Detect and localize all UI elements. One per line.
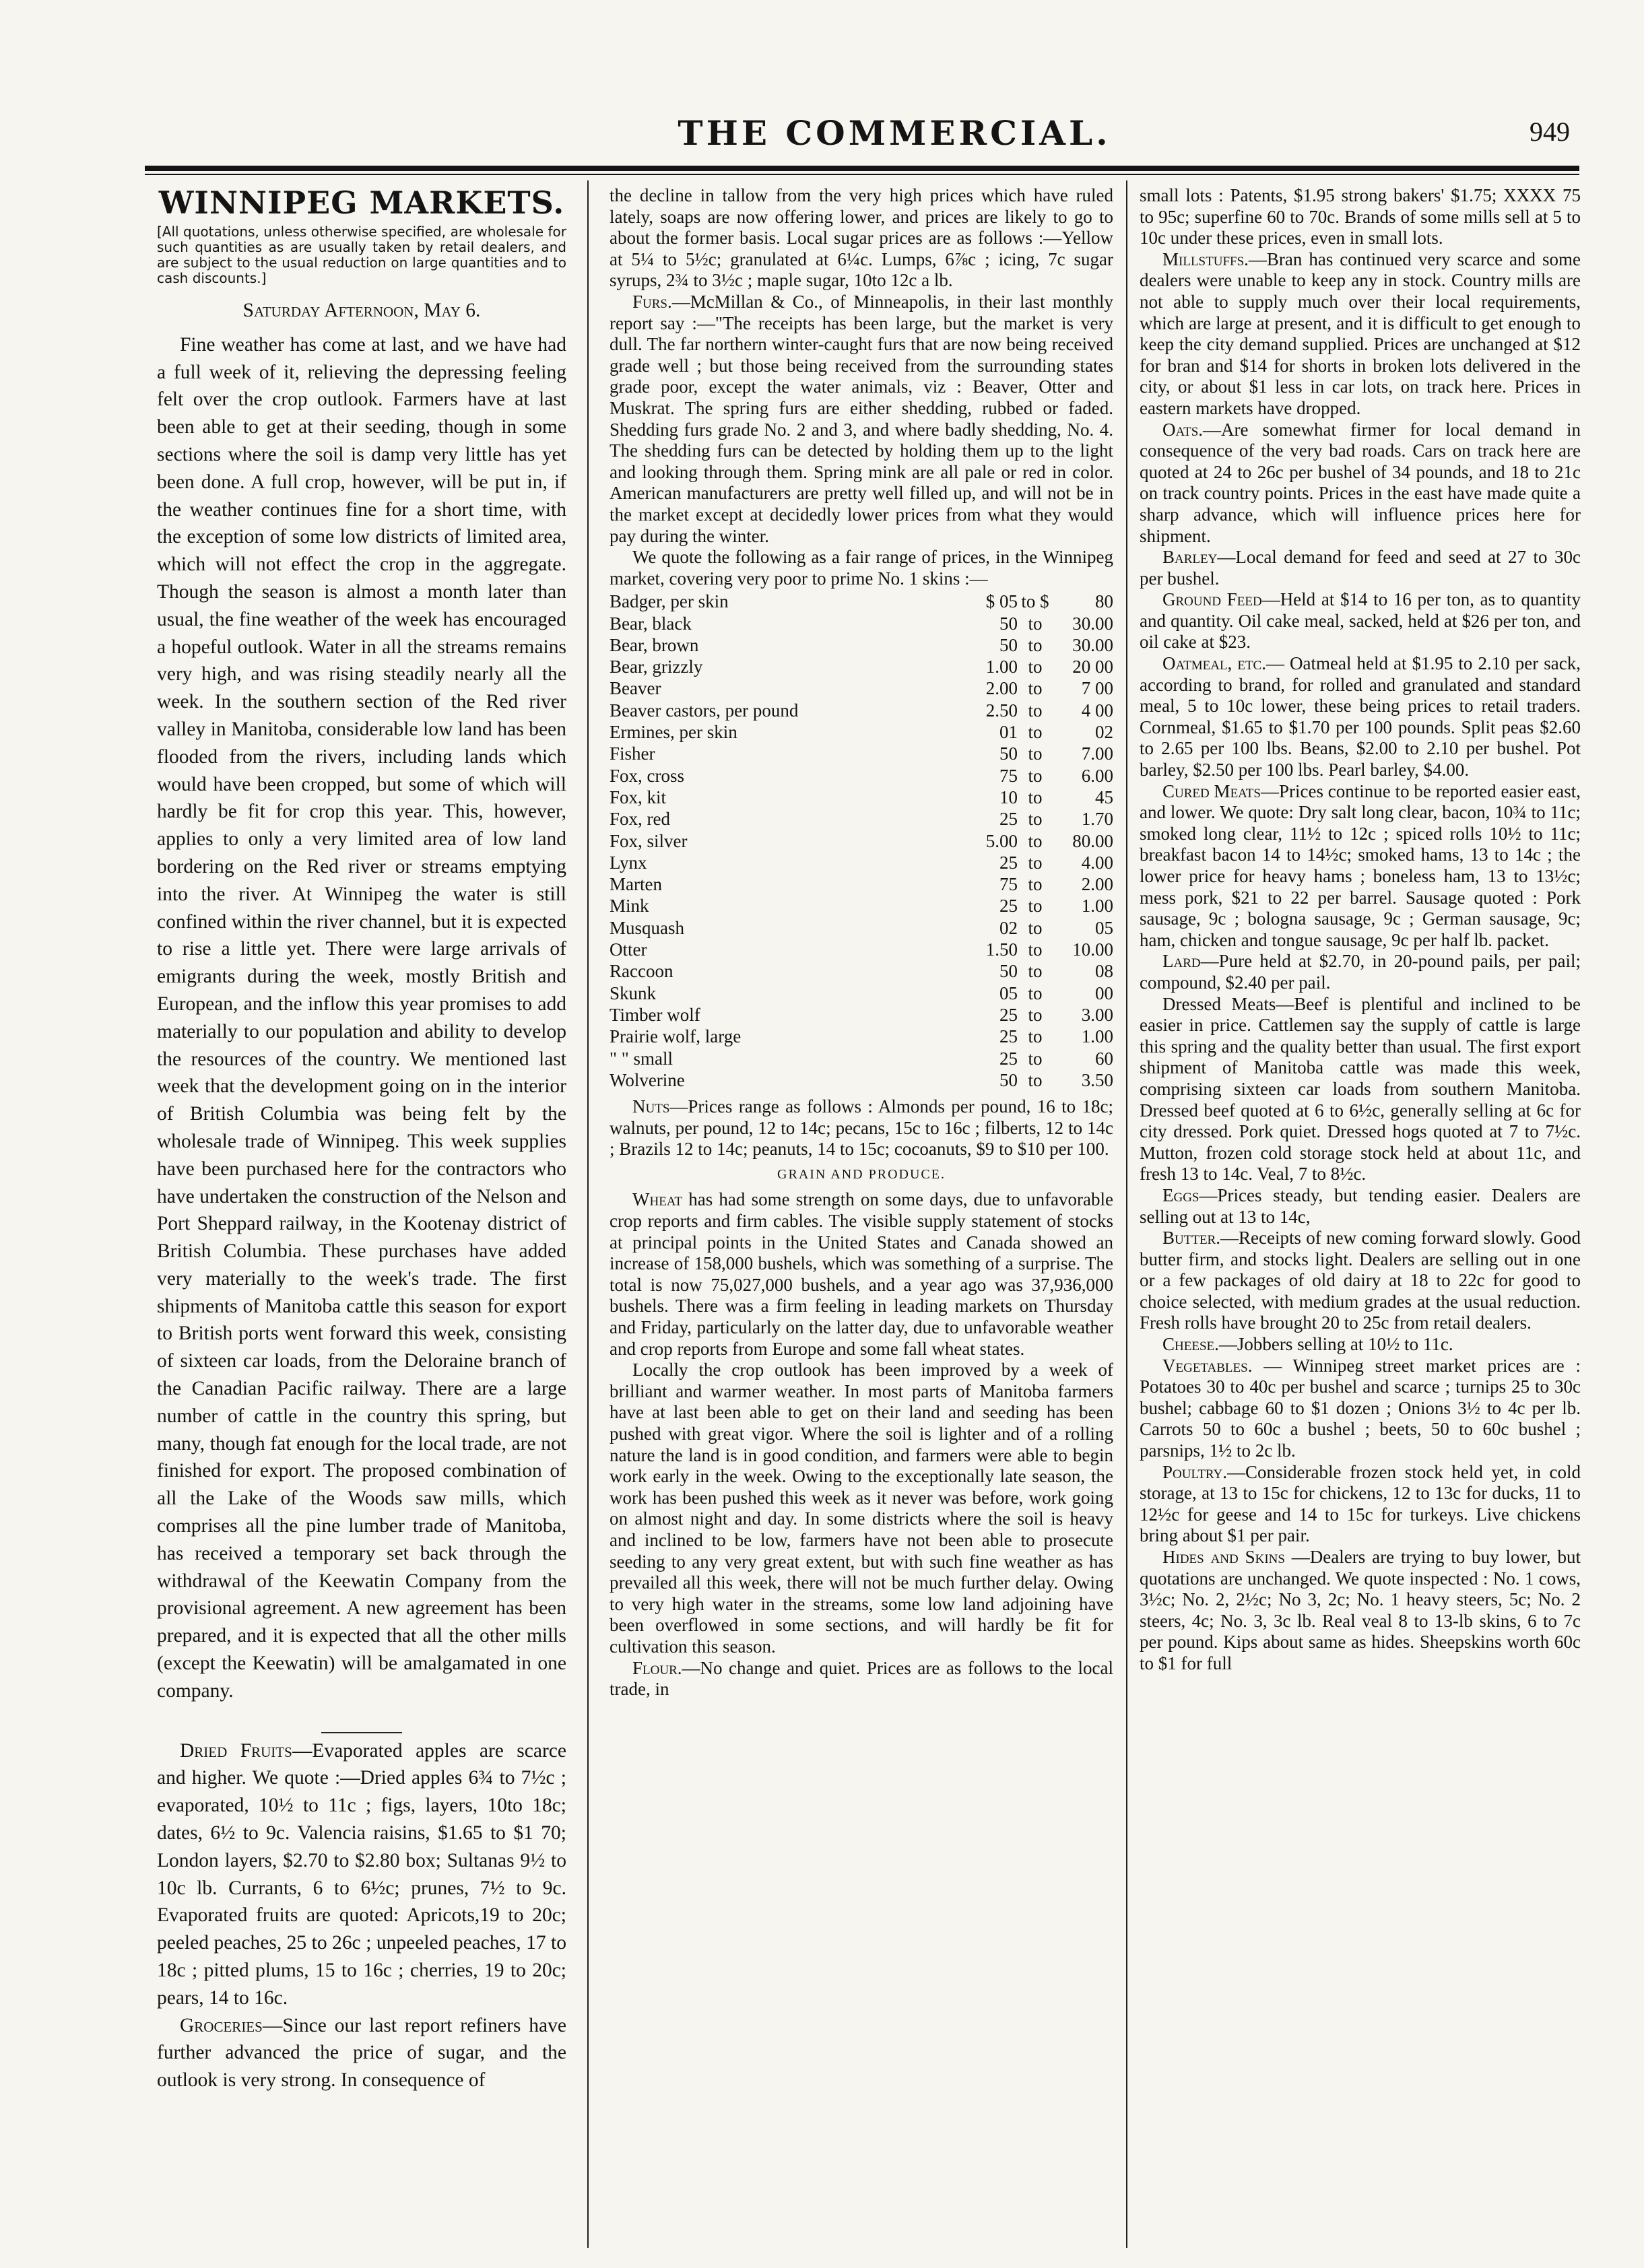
- flour-item: [610, 1658, 1113, 1700]
- price-to: to: [1028, 1069, 1043, 1090]
- price-high: 30.00: [1072, 634, 1113, 655]
- item-label: Lard: [1162, 951, 1201, 972]
- item-label: Nuts: [632, 1096, 670, 1117]
- market-item: [1140, 1228, 1581, 1334]
- item-label: Millstuffs.: [1162, 248, 1249, 269]
- item-label: Furs.: [632, 291, 672, 312]
- groceries-item: [157, 2012, 566, 2094]
- price-low: 02: [999, 917, 1018, 938]
- fur-name: Timber wolf: [610, 1004, 700, 1025]
- price-low: 50: [999, 961, 1018, 982]
- price-high: 3.50: [1081, 1069, 1113, 1090]
- fur-name: Fox, red: [610, 809, 670, 830]
- item-label: Ground Feed: [1162, 589, 1262, 610]
- fur-name: Bear, black: [610, 613, 692, 634]
- price-high: 3.00: [1081, 1004, 1113, 1025]
- price-low: 25: [999, 852, 1018, 873]
- fur-price-table: [610, 591, 1113, 1091]
- fur-name: Mink: [610, 896, 649, 916]
- price-to: to: [1028, 830, 1043, 851]
- page-number: 949: [1530, 116, 1570, 147]
- column-3: [1140, 185, 1581, 2246]
- price-to: to: [1028, 982, 1043, 1003]
- fur-price-row: [610, 917, 1113, 939]
- fur-name: Beaver castors, per pound: [610, 700, 799, 721]
- fur-price-row: [610, 852, 1113, 873]
- fur-price-row: [610, 700, 1113, 721]
- price-low: 10: [999, 787, 1018, 807]
- market-item: [1140, 951, 1581, 993]
- market-item: [1140, 1356, 1581, 1462]
- price-to: to: [1028, 874, 1043, 895]
- price-to: to: [1028, 765, 1043, 786]
- item-text: —Local demand for feed and seed at 27 to 30c per bushel.: [1140, 547, 1581, 589]
- item-text: Dressed Meats—Beef is plentiful and inclined to be easier in price. Cattlemen say the supply of cattle is large this spring and the quality better than usual. The first export shipment of Manitoba cattle was made this week, comprising sixteen car loads from southern Manitoba. Dressed beef quoted at 6 to 6½c, generally selling at 6c for city dressed. Pork quiet. Dressed hogs quoted at 7 to 7½c. Mutton, frozen cold storage stock held at about 11c, and fresh 13 to 14c. Veal, 7 to 8½c.: [1140, 993, 1581, 1185]
- price-to: to: [1028, 657, 1043, 677]
- price-high: 80.00: [1072, 830, 1113, 851]
- price-to: to: [1028, 1004, 1043, 1025]
- fur-price-row: [610, 743, 1113, 764]
- fur-name: Otter: [610, 939, 647, 960]
- market-item: [1140, 1185, 1581, 1228]
- price-to: to: [1028, 678, 1043, 699]
- fur-name: Bear, grizzly: [610, 657, 703, 677]
- fur-price-row: [610, 960, 1113, 982]
- fur-name: Bear, brown: [610, 634, 699, 655]
- item-text: has had some strength on some days, due to unfavorable crop reports and firm cables. The visible supply statement of stocks at principal points in the United States and Canada showed an increase of 158,000 bushels, which was something of a surprise. The total is now 75,027,000 bushels, and a year ago was 37,936,000 bushels. There was a firm feeling in leading markets on Thursday and Friday, particularly on the latter day, due to unfavorable weather and crop reports from Europe and some fall wheat states.: [610, 1189, 1113, 1359]
- price-low: 5.00: [985, 830, 1018, 851]
- price-low: $ 05: [985, 591, 1018, 612]
- market-item: [1140, 994, 1581, 1185]
- fur-name: Fox, silver: [610, 830, 688, 851]
- fur-name: Fox, kit: [610, 787, 667, 807]
- price-high: 7.00: [1081, 743, 1113, 764]
- market-overview: Fine weather has come at last, and we have had a full week of it, relieving the depressing feeling felt over the crop outlook. Farmers have at last been able to get at their seeding, though in some sections where the soil is damp very little has yet been done. A full crop, however, will be put in, if the weather continues fine for a short time, with the exception of some low districts of limited area, which will not effect the crop in the aggregate. Though the season is almost a month later than usual, the fine weather of the week has encouraged a hopeful outlook. Water in all the streams remains very high, and was rising steadily nearly all the week. In the southern section of the Red river valley in Manitoba, considerable low land has been flooded from the rivers, including lands which would have been cropped, but some of which will hardly be fit for crop this year. This, however, applies to only a very limited area of low land bordering on the Red river or streams emptying into the river. At Winnipeg the water is still confined within the river channel, but it is expected to rise a little yet. There were large arrivals of emigrants during the week, mostly British and European, and the inflow this year promises to add materially to our population and ability to develop the resources of the country. We mentioned last week that the development going on in the interior of British Columbia was being felt by the wholesale trade of Winnipeg. This week supplies have been purchased here for the contractors who have undertaken the construction of the Nelson and Port Sheppard railway, in the Kootenay district of British Columbia. These purchases have added very materially to the week's trade. The first shipments of Manitoba cattle this season for export to British ports went forward this week, consisting of sixteen car loads, from the Deloraine branch of the Canadian Pacific railway. There are a large number of cattle in the country this spring, but many, though fat enough for the local trade, are not finished for export. The proposed combination of all the Lake of the Woods saw mills, which comprises all the pine lumber trade of Manitoba, has received a temporary set back through the withdrawal of the Keewatin Company from the provisional agreement. A new agreement has been prepared, and it is expected that all the other mills (except the Keewatin) will be amalgamated in one company.: [157, 333, 566, 1702]
- price-low: 50: [999, 634, 1018, 655]
- price-high: 6.00: [1081, 765, 1113, 786]
- price-low: 50: [999, 743, 1018, 764]
- item-label: Butter.: [1162, 1228, 1220, 1248]
- price-high: 08: [1095, 961, 1113, 982]
- fur-name: Prairie wolf, large: [610, 1026, 742, 1047]
- fur-name: Fox, cross: [610, 765, 685, 786]
- item-text: —Are somewhat firmer for local demand in consequence of the very bad roads. Cars on track here are quoted at 24 to 26c per bushel of 34 pounds, and 18 to 21c on track country points. Prices in the east have made quite a sharp advance, which will influence prices here for shipment.: [1140, 419, 1581, 546]
- item-text: —Jobbers selling at 10½ to 11c.: [1218, 1334, 1453, 1355]
- price-to: to: [1028, 634, 1043, 655]
- flour-continued: small lots : Patents, $1.95 strong bakers' $1.75; XXXX 75 to 95c; superfine 60 to 70c. Brands of some mills sell at 5 to 10c under these prices, even in small lots.: [1140, 185, 1581, 248]
- fur-name: Ermines, per skin: [610, 722, 737, 743]
- nuts-item: [610, 1096, 1113, 1160]
- item-text: —Held at $14 to 16 per ton, as to quantity and quantity. Oil cake meal, sacked, held at $26 per ton, and oil cake at $23.: [1140, 589, 1581, 653]
- price-high: 02: [1095, 722, 1113, 743]
- market-item: [1140, 547, 1581, 589]
- fur-name: Beaver: [610, 678, 661, 699]
- fur-quote-intro: We quote the following as a fair range of prices, in the Winnipeg market, covering very poor to prime No. 1 skins :—: [610, 547, 1113, 589]
- price-low: 75: [999, 765, 1018, 786]
- price-high: 80: [1095, 591, 1113, 612]
- fur-name: Raccoon: [610, 961, 673, 982]
- fur-price-row: [610, 1004, 1113, 1026]
- price-high: 1.00: [1081, 896, 1113, 916]
- market-item: [1140, 1462, 1581, 1547]
- fur-price-row: [610, 634, 1113, 656]
- price-high: 05: [1095, 917, 1113, 938]
- price-low: 2.00: [985, 678, 1018, 699]
- fur-price-row: [610, 808, 1113, 830]
- fur-price-row: [610, 656, 1113, 677]
- price-to: to: [1028, 1026, 1043, 1047]
- item-label: Oatmeal, etc.: [1162, 653, 1266, 674]
- price-to: to $: [1021, 591, 1049, 612]
- fur-price-row: [610, 787, 1113, 808]
- fur-price-row: [610, 1069, 1113, 1091]
- price-to: to: [1028, 743, 1043, 764]
- market-item: [1140, 1334, 1581, 1356]
- masthead: [145, 113, 1644, 160]
- price-high: 20 00: [1072, 657, 1113, 677]
- fur-name: Lynx: [610, 852, 647, 873]
- fur-price-row: [610, 721, 1113, 743]
- price-low: 25: [999, 1026, 1018, 1047]
- item-label: Eggs: [1162, 1185, 1199, 1205]
- grain-heading: GRAIN AND PRODUCE.: [777, 1166, 946, 1182]
- price-low: 25: [999, 809, 1018, 830]
- header-rule: [145, 166, 1579, 171]
- market-item: [1140, 1547, 1581, 1675]
- column-divider: [1126, 180, 1127, 2248]
- price-high: 1.70: [1081, 809, 1113, 830]
- item-text: —Evaporated apples are scarce and higher. We quote :—Dried apples 6¾ to 7½c ; evaporated, 10½ to 11c ; figs, layers, 10to 18c; dates, 6½ to 9c. Valencia raisins, $1.65 to $1 70; London layers, $2.70 to $2.80 box; Sultanas 9½ to 10c lb. Currants, 6 to 6½c; prunes, 7½ to 9c. Evaporated fruits are quoted: Apricots,19 to 20c; peeled peaches, 25 to 26c ; unpeeled peaches, 17 to 18c ; pitted plums, 15 to 16c ; cherries, 19 to 20c; pears, 14 to 16c.: [157, 1739, 566, 2009]
- fur-price-row: [610, 613, 1113, 634]
- dried-fruits-item: [157, 1737, 566, 2012]
- fur-price-row: [610, 939, 1113, 960]
- price-high: 7 00: [1081, 678, 1113, 699]
- price-to: to: [1028, 700, 1043, 721]
- column-1: [157, 185, 566, 2246]
- price-high: 30.00: [1072, 613, 1113, 634]
- fur-name: " " small: [610, 1048, 673, 1069]
- item-text: —Dealers are trying to buy lower, but quotations are unchanged. We quote inspected : No. 1 cows, 3½c; No. 2, 2½c; No 3, 2c; No. 1 heavy steers, 5c; No. 2 steers, 4c; No. 3, 3c lb. Real veal 8 to 13-lb skins, 6 to 7c per pound. Kips about same as hides. Sheepskins worth 60c to $1 for full: [1140, 1547, 1581, 1673]
- price-high: 45: [1095, 787, 1113, 807]
- item-label: Wheat: [632, 1189, 683, 1210]
- fur-price-row: [610, 1048, 1113, 1069]
- price-to: to: [1028, 1048, 1043, 1069]
- fur-name: Badger, per skin: [610, 591, 729, 612]
- price-low: 25: [999, 1048, 1018, 1069]
- market-item: [1140, 249, 1581, 420]
- price-high: 2.00: [1081, 874, 1113, 895]
- market-item: [1140, 589, 1581, 653]
- column-divider: [587, 180, 589, 2248]
- fur-name: Skunk: [610, 982, 657, 1003]
- fur-price-row: [610, 830, 1113, 852]
- price-high: 1.00: [1081, 1026, 1113, 1047]
- price-high: 10.00: [1072, 939, 1113, 960]
- groceries-continued: the decline in tallow from the very high prices which have ruled lately, soaps are now offering lower, and prices are likely to go to about the former basis. Local sugar prices are as follows :—Yellow at 5¼ to 5½c; granulated at 6¼c. Lumps, 6⅞c ; icing, 7c sugar syrups, 2¾ to 3½c ; maple sugar, 10to 12c a lb.: [610, 185, 1113, 291]
- item-label: Cheese.: [1162, 1334, 1219, 1355]
- price-low: 01: [999, 722, 1018, 743]
- item-label: Poultry.: [1162, 1461, 1228, 1482]
- fur-price-row: [610, 982, 1113, 1004]
- price-low: 2.50: [985, 700, 1018, 721]
- price-low: 50: [999, 613, 1018, 634]
- wheat-item: [610, 1189, 1113, 1360]
- dateline: Saturday Afternoon, May 6.: [242, 300, 481, 321]
- item-text: —Prices steady, but tending easier. Dealers are selling out at 13 to 14c,: [1140, 1185, 1581, 1227]
- price-to: to: [1028, 613, 1043, 634]
- price-to: to: [1028, 939, 1043, 960]
- section-separator: [321, 1732, 402, 1733]
- price-low: 25: [999, 896, 1018, 916]
- fur-name: Marten: [610, 874, 662, 895]
- price-to: to: [1028, 961, 1043, 982]
- price-high: 4.00: [1081, 852, 1113, 873]
- item-label: Hides and Skins: [1162, 1547, 1285, 1567]
- item-text: —Receipts of new coming forward slowly. Good butter firm, and stocks light. Dealers are selling out in one or a few packages of old dairy at 18 to 22c for good to choice selected, with medium grades at the usual reduction. Fresh rolls have brought 20 to 25c from retail dealers.: [1140, 1228, 1581, 1333]
- price-high: 4 00: [1081, 700, 1113, 721]
- price-to: to: [1028, 852, 1043, 873]
- price-low: 1.50: [985, 939, 1018, 960]
- item-text: —No change and quiet. Prices are as follows to the local trade, in: [610, 1657, 1113, 1700]
- item-text: — Winnipeg street market prices are : Potatoes 30 to 40c per bushel and scarce ; turnips 25 to 30c bushel; cabbage 60 to $1 dozen ; Onions 3½ to 4c per lb. Carrots 50 to 60c a bushel ; beets, 50 to 60c bushel ; parsnips, 1½ to 2c lb.: [1140, 1355, 1581, 1461]
- market-item: [1140, 781, 1581, 952]
- fur-price-row: [610, 677, 1113, 699]
- fur-price-row: [610, 591, 1113, 612]
- price-high: 00: [1095, 982, 1113, 1003]
- pricing-note: [All quotations, unless otherwise specified, are wholesale for such quantities as are usually taken by retail dealers, and are subject to the usual reduction on large quantities and to cash discounts.]: [157, 224, 566, 286]
- section-heading: WINNIPEG MARKETS.: [158, 185, 565, 221]
- price-to: to: [1028, 917, 1043, 938]
- fur-price-row: [610, 1026, 1113, 1047]
- price-low: 50: [999, 1069, 1018, 1090]
- fur-name: Fisher: [610, 743, 655, 764]
- item-text: —Considerable frozen stock held yet, in cold storage, at 13 to 15c for chickens, 12 to 13c for ducks, 11 to 12½c for geese and 14 to 15c for turkeys. Live chickens bring about $1 per pair.: [1140, 1461, 1581, 1546]
- item-text: —McMillan & Co., of Minneapolis, in their last monthly report say :—"The receipts has been large, but the market is very dull. The far northern winter-caught furs that are now being received grade well ; but those being received from the surrounding states grade poor, except the water animals, viz : Beaver, Otter and Muskrat. The spring furs are either shedding, rubbed or faded. Shedding furs grade No. 2 and 3, and where badly shedding, No. 4. The shedding furs can be detected by holding them up to the light and looking through them. Spring mink are all pale or red in color. American manufacturers are pretty well filled up, and will not be in the market except at decidedly lower prices from what they would pay during the winter.: [610, 291, 1113, 546]
- crop-outlook: Locally the crop outlook has been improved by a week of brilliant and warmer weather. In most parts of Manitoba farmers have at last been able to get on their land and seeding has been pushed with great vigor. Where the soil is lighter and of a rolling nature the land is in good condition, and farmers were able to begin work early in the week. Owing to the exceptionally late season, the work has been pushed this week as it never was before, work going on almost night and day. In some districts where the soil is heavy and inclined to be low, farmers have not been able to prosecute seeding to any very great extent, but with such fine weather as has prevailed all this week, there will not be much further delay. Owing to very high water in the streams, some low land adjoining have been overflowed in some sections, and will hardly be fit for cultivation this season.: [610, 1360, 1113, 1657]
- item-label: Flour.: [632, 1657, 682, 1678]
- furs-item: [610, 292, 1113, 547]
- price-to: to: [1028, 722, 1043, 743]
- price-high: 60: [1095, 1048, 1113, 1069]
- market-item: [1140, 653, 1581, 781]
- fur-price-row: [610, 873, 1113, 895]
- item-label: Cured Meats: [1162, 780, 1261, 801]
- fur-price-row: [610, 895, 1113, 916]
- item-label: Oats.: [1162, 419, 1204, 440]
- masthead-title: THE COMMERCIAL.: [678, 113, 1111, 153]
- fur-price-row: [610, 765, 1113, 787]
- item-label: Dried Fruits: [180, 1739, 292, 1762]
- price-low: 75: [999, 874, 1018, 895]
- column-2: [610, 185, 1113, 2246]
- item-label: Barley: [1162, 547, 1218, 568]
- fur-name: Musquash: [610, 917, 685, 938]
- price-to: to: [1028, 896, 1043, 916]
- price-low: 05: [999, 982, 1018, 1003]
- price-to: to: [1028, 787, 1043, 807]
- item-text: — Oatmeal held at $1.95 to 2.10 per sack, according to brand, for rolled and granulated and standard meal, 5 to 10c lower, these being prices to retail traders. Cornmeal, $1.65 to $1.70 per 100 pounds. Split peas $2.60 to 2.65 per 100 lbs. Beans, $2.00 to 2.10 per bushel. Pot barley, $2.50 per 100 lbs. Pearl barley, $4.00.: [1140, 653, 1581, 780]
- price-to: to: [1028, 809, 1043, 830]
- header-rule-thin: [145, 174, 1579, 175]
- item-label: Groceries: [180, 2014, 263, 2036]
- item-text: —Pure held at $2.70, in 20-pound pails, per pail; compound, $2.40 per pail.: [1140, 951, 1581, 993]
- fur-name: Wolverine: [610, 1069, 685, 1090]
- market-item: [1140, 420, 1581, 547]
- item-text: —Bran has continued very scarce and some dealers were unable to keep any in stock. Country mills are not able to supply much over their local requirements, which are large at present, and it is difficult to get enough to keep the city demand supplied. Prices are unchanged at $12 for bran and $14 for shorts in broken lots delivered in the city, or about $1 less in car lots, on track here. Prices in eastern markets have dropped.: [1140, 248, 1581, 418]
- item-text: —Prices range as follows : Almonds per pound, 16 to 18c; walnuts, per pound, 12 to 14c; pecans, 15c to 16c ; filberts, 12 to 14c ; Brazils 12 to 14c; peanuts, 14 to 15c; cocoanuts, $9 to $10 per 100.: [610, 1096, 1113, 1160]
- item-label: Vegetables.: [1162, 1355, 1253, 1376]
- item-text: —Prices continue to be reported easier east, and lower. We quote: Dry salt long clear, bacon, 10¾ to 11c; smoked long clear, 11½ to 12c ; spiced rolls 10½ to 11c; breakfast bacon 14 to 14½c; smoked hams, 13 to 14c ; the lower price for heavy hams ; boneless ham, 13 to 13½c; mess pork, $21 to 22 per barrel. Sausage quoted : Pork sausage, 9c ; bologna sausage, 9c ; German sausage, 9c; ham, chicken and tongue sausage, 9c per half lb. packet.: [1140, 780, 1581, 950]
- item-text: —Since our last report refiners have further advanced the price of sugar, and the outlook is very strong. In consequence of: [157, 2014, 566, 2092]
- price-low: 25: [999, 1004, 1018, 1025]
- price-low: 1.00: [985, 657, 1018, 677]
